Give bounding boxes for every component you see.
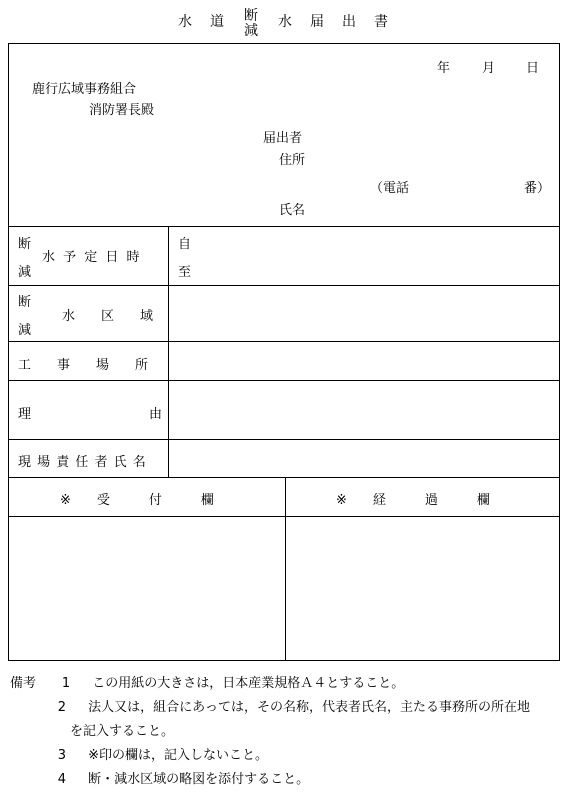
- site-label: 工 事 場 所: [18, 358, 149, 373]
- note-item: [10, 672, 530, 696]
- note-text: ※印の欄は，記入しないこと。: [88, 748, 269, 763]
- area-label: 水 区 域: [62, 309, 154, 324]
- title-char: 届: [310, 14, 324, 30]
- row-divider: [9, 226, 559, 227]
- note-number: 2: [57, 700, 66, 715]
- title-char-sub: 減: [244, 23, 258, 39]
- row-divider: [9, 516, 559, 517]
- note-number: 3: [57, 748, 66, 763]
- area-label-dan: 断: [18, 295, 32, 310]
- note-number: 4: [57, 772, 66, 787]
- applicant-label: 届出者: [263, 131, 303, 146]
- reason-label-left: 理: [18, 407, 32, 422]
- note-text: 断・減水区域の略図を添付すること。: [88, 772, 310, 787]
- title-char: 断: [244, 8, 258, 24]
- phone-open-label: （電話: [370, 181, 410, 196]
- reason-label-right: 由: [149, 407, 163, 422]
- schedule-label-dan: 断: [18, 237, 32, 252]
- name-label: 氏名: [279, 203, 306, 218]
- note-continuation: を記入すること。: [70, 724, 175, 739]
- title-char: 道: [210, 14, 224, 30]
- notes-prefix: 備考: [10, 676, 37, 691]
- note-text: 法人又は，組合にあっては，その名称，代表者氏名，主たる事務所の所在地: [88, 700, 531, 715]
- note-item: [10, 744, 530, 768]
- address-label: 住所: [279, 153, 306, 168]
- area-label-gen: 減: [18, 323, 32, 338]
- notes-section: [10, 672, 530, 792]
- reception-header: ※ 受 付 欄: [60, 493, 214, 508]
- note-number: 1: [61, 676, 71, 691]
- phone-close-label: 番）: [524, 181, 551, 196]
- schedule-label: 水 予 定 日 時: [42, 250, 142, 265]
- schedule-to-label: 至: [178, 265, 192, 280]
- title-char: 水: [278, 14, 292, 30]
- row-divider: [9, 341, 559, 342]
- row-divider: [9, 285, 559, 286]
- date-year-label: 年: [437, 61, 451, 76]
- date-month-label: 月: [482, 61, 496, 76]
- title-char: 出: [342, 14, 356, 30]
- note-item: [10, 696, 530, 720]
- note-text: この用紙の大きさは，日本産業規格Ａ４とすること。: [92, 676, 405, 691]
- progress-header: ※ 経 過 欄: [336, 493, 490, 508]
- addressee-organization: 鹿行広域事務組合: [32, 82, 137, 97]
- manager-label: 現 場 責 任 者 氏 名: [18, 455, 147, 470]
- column-divider: [285, 477, 286, 661]
- title-char: 書: [374, 14, 388, 30]
- row-divider: [9, 477, 559, 478]
- date-day-label: 日: [526, 61, 540, 76]
- schedule-from-label: 自: [178, 237, 192, 252]
- note-item: [10, 768, 530, 792]
- title-char: 水: [178, 14, 192, 30]
- row-divider: [9, 380, 559, 381]
- column-divider: [168, 226, 169, 477]
- schedule-label-gen: 減: [18, 265, 32, 280]
- row-divider: [9, 439, 559, 440]
- addressee-title: 消防署長殿: [89, 103, 155, 118]
